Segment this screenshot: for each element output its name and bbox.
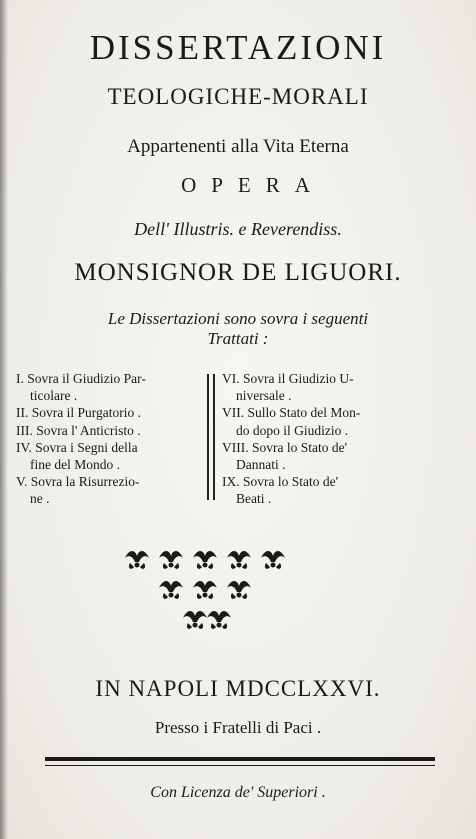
contents-line: Beati . [236, 491, 272, 507]
contents-intro-line: Trattati : [207, 329, 269, 348]
contents-list [16, 370, 460, 520]
contents-line: ne . [30, 491, 50, 507]
double-rule-thin [45, 765, 435, 766]
contents-line: V. Sovra la Risurrezio- [16, 474, 140, 490]
contents-line: III. Sovra l' Anticristo . [16, 422, 141, 438]
double-rule-thick [45, 757, 435, 761]
contents-line: Dannati . [236, 457, 286, 473]
contents-line: VII. Sullo Stato del Mon- [222, 405, 361, 421]
contents-line: do dopo il Giudizio . [236, 422, 349, 438]
contents-line: ticolare . [30, 388, 78, 404]
contents-column-right [222, 370, 412, 508]
contents-line: IX. Sovra lo Stato de' [222, 474, 339, 490]
contents-intro [0, 309, 476, 349]
imprint-license: Con Licenza de' Superiori . [150, 784, 326, 801]
column-divider [213, 374, 215, 500]
contents-column-left [16, 370, 202, 508]
contents-intro-line: Le Dissertazioni sono sovra i seguenti [107, 309, 369, 328]
page-edge-shadow [0, 0, 8, 839]
imprint-place-date: IN NAPOLI MDCCLXXVI. [95, 676, 381, 701]
contents-line: I. Sovra il Giudizio Par- [16, 371, 146, 386]
subtitle-line: Appartenenti alla Vita Eterna [127, 136, 349, 157]
contents-line: niversale . [236, 388, 292, 404]
author-prefix: Dell' Illustris. e Reverendiss. [134, 219, 342, 239]
contents-line: fine del Mondo . [30, 457, 120, 473]
imprint-publisher: Presso i Fratelli di Paci . [154, 718, 322, 737]
contents-line: II. Sovra il Purgatorio . [16, 405, 141, 421]
contents-line: VI. Sovra il Giudizio U- [222, 371, 354, 386]
contents-line: VIII. Sovra lo Stato de' [222, 439, 348, 455]
contents-line: IV. Sovra i Segni della [16, 439, 138, 455]
subtitle: TEOLOGICHE-MORALI [107, 84, 369, 109]
column-divider [207, 374, 209, 500]
author-name: MONSIGNOR DE LIGUORI. [74, 259, 402, 286]
main-title: DISSERTAZIONI [89, 28, 387, 67]
opera-heading: OPERA [181, 173, 325, 197]
fleuron-ornament-icon [120, 544, 290, 634]
